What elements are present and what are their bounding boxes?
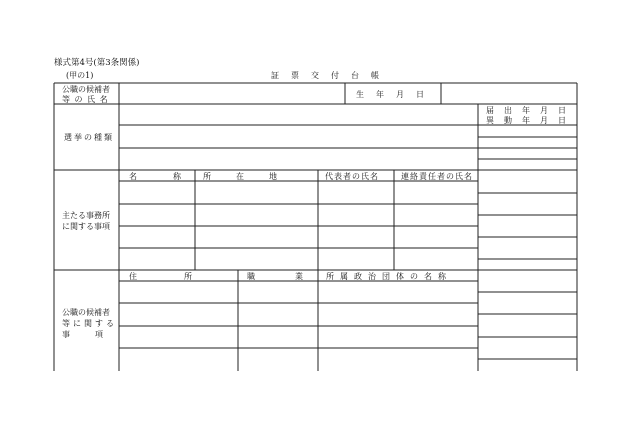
sub-label: (甲の1) <box>66 71 94 80</box>
candidate-section-label-3: 事 項 <box>62 330 106 339</box>
change-date-label: 異 動 年 月 日 <box>486 116 567 125</box>
office-name-header: 名 称 <box>129 172 184 181</box>
submission-date-label: 届 出 年 月 日 <box>486 106 567 115</box>
contact-person-header: 連絡責任者の氏名 <box>401 172 473 181</box>
address-header: 住 所 <box>129 272 195 281</box>
candidate-name-label: 公職の候補者 <box>62 85 110 94</box>
office-location-header: 所 在 地 <box>203 172 280 181</box>
candidate-section-label: 公職の候補者 <box>62 308 110 317</box>
candidate-section-label-2: 等に関する <box>62 319 117 328</box>
representative-name-header: 代表者の氏名 <box>325 172 379 181</box>
occupation-header: 職 業 <box>247 272 307 281</box>
candidate-name-label-2: 等 の 氏 名 <box>62 95 109 104</box>
office-section-label: 主たる事務所 <box>62 211 110 220</box>
birth-date-label: 生 年 月 日 <box>356 90 426 99</box>
form-number: 様式第4号(第3条関係) <box>54 58 140 68</box>
political-group-header: 所属政治団体の名称 <box>326 272 452 281</box>
election-type-label: 選挙の種類 <box>64 133 114 142</box>
page-title: 証 票 交 付 台 帳 <box>271 71 381 80</box>
office-section-label-2: に関する事項 <box>62 222 110 231</box>
